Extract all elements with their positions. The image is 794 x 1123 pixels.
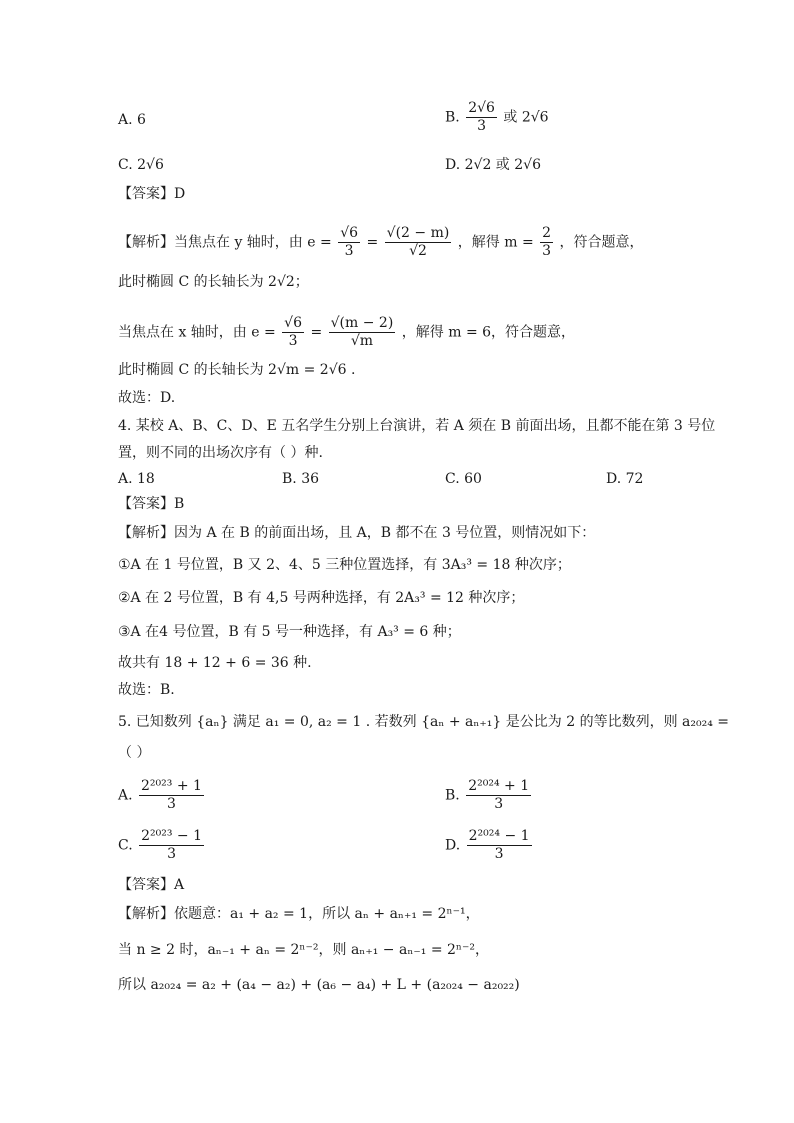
text: ，解得 m = (457, 234, 534, 251)
fraction-numerator: √6 (284, 315, 302, 331)
q3-option-b (445, 100, 549, 135)
q3-option-d: D. 2√2 或 2√6 (445, 157, 541, 173)
fraction (466, 778, 531, 813)
q4-stem-line1: 4. 某校 A、B、C、D、E 五名学生分别上台演讲，若 A 须在 B 前面出场，且都不能在第 3 号位 (118, 418, 716, 434)
q5-option-c (118, 828, 206, 863)
q4-option-d: D. 72 (606, 471, 644, 487)
q4-analysis-line2: ①A 在 1 号位置，B 又 2、4、5 三种位置选择，有 3A₃³ = 18 种次序； (118, 557, 571, 573)
q3-answer: 【答案】D (118, 186, 186, 202)
text: 【解析】当焦点在 y 轴时，由 e = (118, 234, 332, 251)
q5-stem-line2: （ ） (118, 745, 151, 761)
q4-option-c: C. 60 (445, 471, 482, 487)
q3-option-b-fraction (466, 100, 497, 135)
fraction-denominator: 3 (344, 243, 354, 259)
q3-option-c: C. 2√6 (118, 157, 164, 173)
fraction-numerator: √6 (340, 225, 359, 241)
fraction-denominator: 3 (167, 846, 177, 862)
q3-analysis-line3 (118, 315, 575, 350)
q3-analysis-line4: 此时椭圆 C 的长轴长为 2√m = 2√6 . (118, 362, 356, 378)
text: ，解得 m = 6，符合题意， (401, 324, 576, 341)
q4-analysis-line3: ②A 在 2 号位置，B 有 4,5 号两种选择，有 2A₃³ = 12 种次序； (118, 590, 525, 606)
text: ，符合题意， (559, 234, 644, 251)
fraction (139, 828, 204, 863)
fraction (385, 225, 452, 260)
fraction-denominator: 3 (477, 118, 487, 134)
q4-analysis-line4: ③A 在4 号位置，B 有 5 号一种选择，有 A₃³ = 6 种； (118, 624, 461, 640)
text: 当焦点在 x 轴时，由 e = (118, 324, 276, 341)
q3-analysis-line5: 故选：D. (118, 390, 176, 406)
q4-stem-line2: 置，则不同的出场次序有（ ）种. (118, 445, 323, 461)
fraction-numerator: 2²⁰²⁴ − 1 (468, 828, 530, 844)
fraction-numerator: 2√6 (468, 100, 495, 116)
fraction-denominator: √m (350, 333, 374, 349)
q4-analysis-line1: 【解析】因为 A 在 B 的前面出场，且 A，B 都不在 3 号位置，则情况如下： (118, 525, 596, 541)
fraction-numerator: √(2 − m) (386, 225, 450, 241)
fraction (329, 315, 396, 350)
fraction-numerator: √(m − 2) (330, 315, 394, 331)
fraction-denominator: 3 (167, 796, 176, 812)
option-label: A. (118, 787, 133, 804)
option-label: C. (118, 837, 133, 854)
fraction (139, 778, 204, 813)
fraction-denominator: 3 (542, 243, 552, 259)
fraction (540, 225, 553, 260)
q5-answer: 【答案】A (118, 877, 185, 893)
fraction-numerator: 2 (542, 225, 552, 241)
q5-option-d (445, 828, 534, 863)
fraction (467, 828, 532, 863)
option-label: D. (445, 837, 461, 854)
q5-option-a (118, 778, 206, 813)
fraction (338, 225, 360, 260)
q5-analysis-line1: 【解析】依题意：a₁ + a₂ = 1，所以 aₙ + aₙ₊₁ = 2ⁿ⁻¹， (118, 906, 480, 922)
fraction-denominator: 3 (494, 796, 504, 812)
q5-option-b (445, 778, 533, 813)
q3-option-b-label: B. (445, 109, 460, 126)
fraction (282, 315, 304, 350)
fraction-numerator: 2²⁰²⁴ + 1 (468, 778, 530, 794)
q5-analysis-line2: 当 n ≥ 2 时，aₙ₋₁ + aₙ = 2ⁿ⁻²，则 aₙ₊₁ − aₙ₋₁ = 2ⁿ⁻²， (118, 942, 489, 958)
q4-analysis-line6: 故选：B. (118, 682, 175, 698)
option-label: B. (445, 787, 460, 804)
q3-option-b-tail: 或 2√6 (503, 109, 549, 126)
equals: = (366, 234, 379, 251)
q3-option-a: A. 6 (118, 112, 146, 128)
q4-analysis-line5: 故共有 18 + 12 + 6 = 36 种. (118, 655, 312, 671)
q3-analysis-line1 (118, 225, 644, 260)
q4-answer: 【答案】B (118, 496, 185, 512)
fraction-numerator: 2²⁰²³ + 1 (141, 778, 202, 794)
fraction-denominator: 3 (494, 846, 504, 862)
equals: = (310, 324, 323, 341)
fraction-denominator: 3 (288, 333, 298, 349)
q5-stem-line1: 5. 已知数列 {aₙ} 满足 a₁ = 0, a₂ = 1 . 若数列 {aₙ + aₙ₊₁} 是公比为 2 的等比数列，则 a₂₀₂₄ = (118, 714, 730, 730)
q3-analysis-line2: 此时椭圆 C 的长轴长为 2√2； (118, 274, 309, 290)
fraction-numerator: 2²⁰²³ − 1 (141, 828, 203, 844)
q4-option-a: A. 18 (118, 471, 155, 487)
fraction-denominator: √2 (409, 243, 427, 259)
q4-option-b: B. 36 (282, 471, 320, 487)
q5-analysis-line3: 所以 a₂₀₂₄ = a₂ + (a₄ − a₂) + (a₆ − a₄) + L + (a₂₀₂₄ − a₂₀₂₂) (118, 977, 520, 993)
